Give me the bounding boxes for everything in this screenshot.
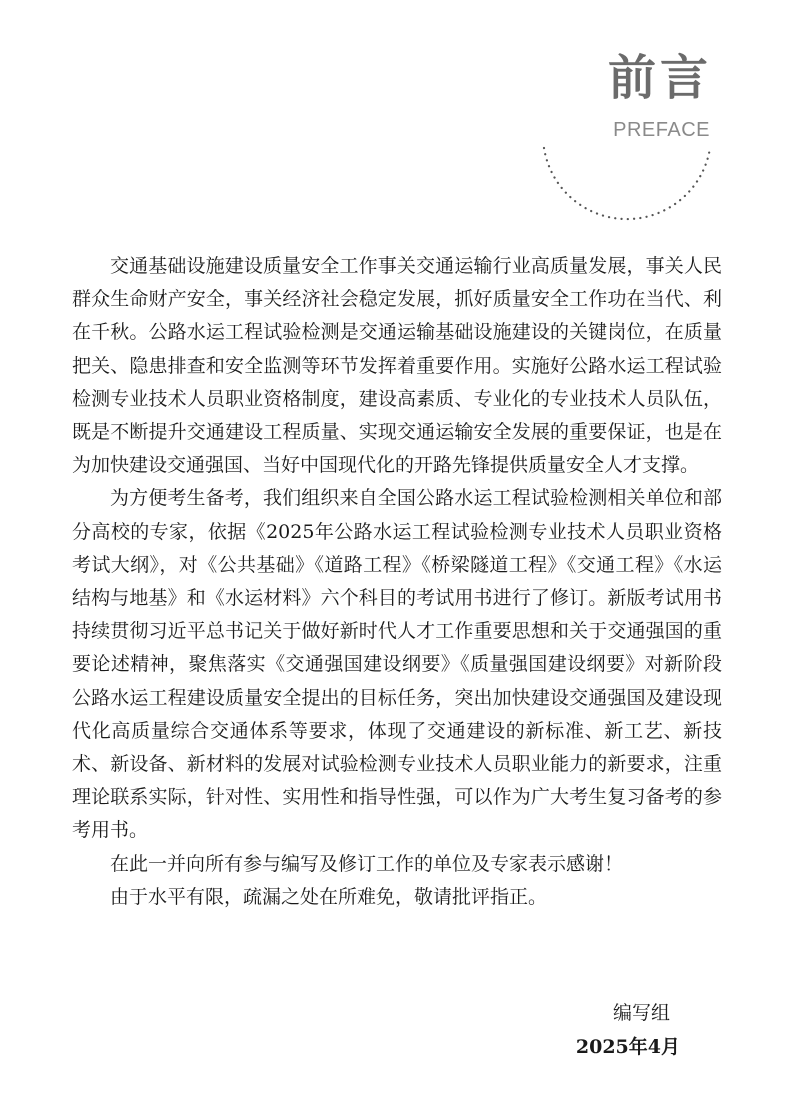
paragraph-4: 由于水平有限，疏漏之处在所难免，敬请批评指正。 <box>110 885 548 908</box>
publish-date: 2025年4月 <box>575 1036 680 1058</box>
signature-block <box>576 996 680 1064</box>
preface-body <box>72 250 722 914</box>
paragraph-3: 在此一并向所有参与编写及修订工作的单位及专家表示感谢！ <box>110 852 624 875</box>
dotted-arc-decoration <box>542 144 712 244</box>
paragraph-1: 交通基础设施建设质量安全工作事关交通运输行业高质量发展，事关人民群众生命财产安全，事关经济社会稳定发展，抓好质量安全工作功在当代、利在千秋。公路水运工程试验检测是交通运输基础设施建设的关键岗位，在质量把关、隐患排查和安全监测等环节发挥着重要作用。实施好公路水运工程试验检测专业技术人员职业资格制度，建设高素质、专业化的专业技术人员队伍，既是不断提升交通建设工程质量、实现交通运输安全发展的重要保证，也是在为加快建设交通强国、当好中国现代化的开路先锋提供质量安全人才支撑。 <box>72 255 722 477</box>
preface-header <box>542 48 712 198</box>
page-subtitle: PREFACE <box>613 119 710 141</box>
page-title: 前言 <box>607 50 712 106</box>
author-group: 编写组 <box>612 1002 670 1024</box>
paragraph-2: 为方便考生备考，我们组织来自全国公路水运工程试验检测相关单位和部分高校的专家，依据《2025年公路水运工程试验检测专业技术人员职业资格考试大纲》，对《公共基础》《道路工程》《桥梁隧道工程》《交通工程》《水运结构与地基》和《水运材料》六个科目的考试用书进行了修订。新版考试用书持续贯彻习近平总书记关于做好新时代人才工作重要思想和关于交通强国的重要论述精神，聚焦落实《交通强国建设纲要》《质量强国建设纲要》对新阶段公路水运工程建设质量安全提出的目标任务，突出加快建设交通强国及建设现代化高质量综合交通体系等要求，体现了交通建设的新标准、新工艺、新技术、新设备、新材料的发展对试验检测专业技术人员职业能力的新要求，注重理论联系实际，针对性、实用性和指导性强，可以作为广大考生复习备考的参考用书。 <box>72 487 722 842</box>
